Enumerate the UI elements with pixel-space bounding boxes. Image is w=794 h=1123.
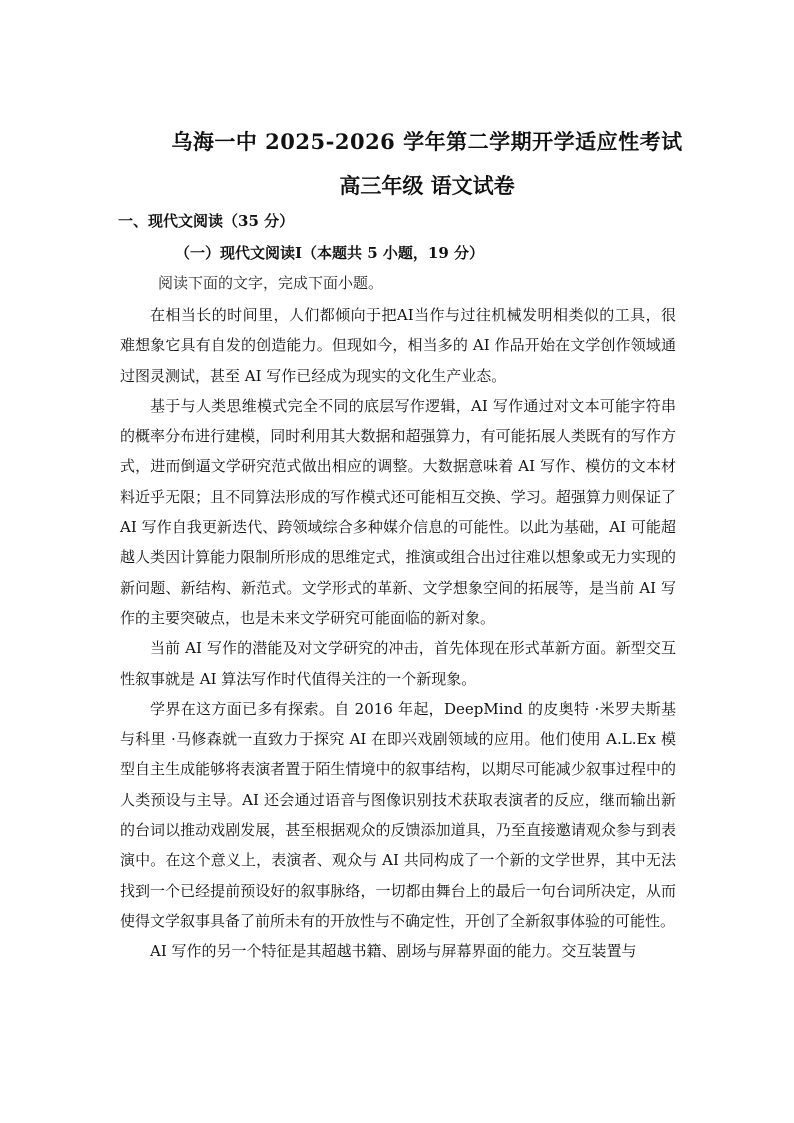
reading-instruction: 阅读下面的文字，完成下面小题。 [158, 274, 384, 292]
passage-body [120, 300, 676, 967]
passage-paragraph: 当前 AI 写作的潜能及对文学研究的冲击，首先体现在形式革新方面。新型交互性叙事就是 AI 算法写作时代值得关注的一个新现象。 [120, 639, 676, 688]
exam-subtitle: 高三年级 语文试卷 [339, 173, 515, 198]
passage-paragraph: 学界在这方面已多有探索。自 2016 年起，DeepMind 的皮奥特 ·米罗夫斯基与科里 ·马修森就一直致力于探究 AI 在即兴戏剧领域的应用。他们使用 A.L.Ex 模型自主生成能够将表演者置于陌生情境中的叙事结构，以期尽可能减少叙事过程中的人类预设与主导。AI 还会通过语音与图像识别技术获取表演者的反应，继而输出新的台词以推动戏剧发展，甚至根据观众的反馈添加道具，乃至直接邀请观众参与到表演中。在这个意义上，表演者、观众与 AI 共同构成了一个新的文学世界，其中无法找到一个已经提前预设好的叙事脉络，一切都由舞台上的最后一句台词所决定，从而使得文学叙事具备了前所未有的开放性与不确定性，开创了全新叙事体验的可能性。 [120, 699, 676, 930]
exam-title: 乌海一中 2025-2026 学年第二学期开学适应性考试 [171, 129, 683, 154]
section-subheading: （一）现代文阅读Ⅰ（本题共 5 小题，19 分） [175, 244, 484, 262]
section-heading: 一、现代文阅读（35 分） [118, 212, 295, 230]
passage-paragraph: AI 写作的另一个特征是其超越书籍、剧场与屏幕界面的能力。交互装置与 [150, 942, 637, 961]
passage-paragraph: 基于与人类思维模式完全不同的底层写作逻辑，AI 写作通过对文本可能字符串的概率分布进行建模，同时利用其大数据和超强算力，有可能拓展人类既有的写作方式，进而倒逼文学研究范式做出相应的调整。大数据意味着 AI 写作、模仿的文本材料近乎无限；且不同算法形成的写作模式还可能相互交换、学习。超强算力则保证了 AI 写作自我更新迭代、跨领域综合多种媒介信息的可能性。以此为基础，AI 可能超越人类因计算能力限制所形成的思维定式，推演或组合出过往难以想象或无力实现的新问题、新结构、新范式。文学形式的革新、文学想象空间的拓展等，是当前 AI 写作的主要突破点，也是未来文学研究可能面临的新对象。 [120, 396, 676, 627]
passage-paragraph: 在相当长的时间里，人们都倾向于把AI当作与过往机械发明相类似的工具，很难想象它具有自发的创造能力。但现如今，相当多的 AI 作品开始在文学创作领域通过图灵测试，甚至 AI 写作已经成为现实的文化生产业态。 [120, 306, 676, 385]
